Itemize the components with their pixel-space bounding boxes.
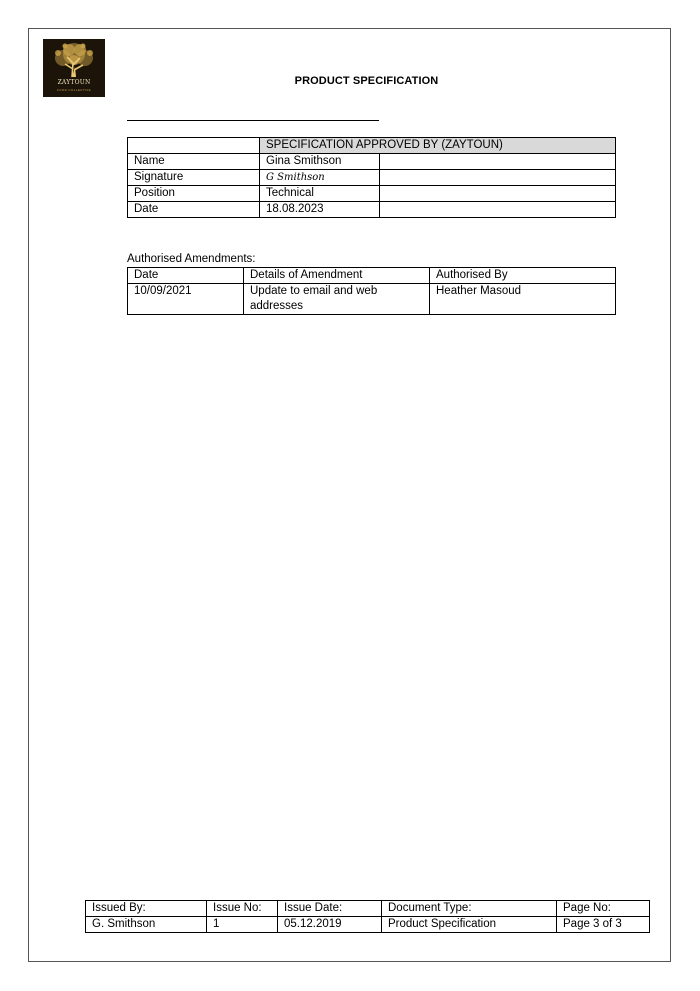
approver-signature: G Smithson [260,170,380,186]
row-label: Signature [128,170,260,186]
empty-cell [380,186,616,202]
approval-date: 18.08.2023 [260,202,380,218]
empty-cell [380,154,616,170]
table-row [128,154,616,170]
document-footer-table [85,900,650,933]
footer-header-page-no: Page No: [557,901,650,917]
approval-header-blank [128,138,260,154]
footer-issue-date: 05.12.2019 [278,917,382,933]
amendments-label: Authorised Amendments: [127,253,256,265]
amendment-date: 10/09/2021 [128,284,244,315]
logo-wordmark: ZAYTOUN [57,79,91,86]
table-row [128,186,616,202]
row-label: Name [128,154,260,170]
footer-header-document-type: Document Type: [382,901,557,917]
logo-tagline: FOOD COLLECTIVE [56,88,92,92]
footer-header-issued-by: Issued By: [86,901,207,917]
page-title: PRODUCT SPECIFICATION [294,75,439,87]
approver-name: Gina Smithson [260,154,380,170]
table-row [128,202,616,218]
footer-header-row [86,901,650,917]
amendment-details: Update to email and web addresses [244,284,430,315]
approver-position: Technical [260,186,380,202]
footer-issue-no: 1 [207,917,278,933]
empty-cell [380,202,616,218]
column-header-date: Date [128,268,244,284]
footer-header-issue-date: Issue Date: [278,901,382,917]
amendments-table [127,267,616,315]
footer-document-type: Product Specification [382,917,557,933]
amendments-header-row [128,268,616,284]
approval-table [127,137,616,218]
approval-header: SPECIFICATION APPROVED BY (ZAYTOUN) [260,138,616,154]
approval-header-row [128,138,616,154]
table-row [128,170,616,186]
column-header-details: Details of Amendment [244,268,430,284]
row-label: Date [128,202,260,218]
company-logo [43,39,105,97]
amendment-authorised-by: Heather Masoud [430,284,616,315]
table-row [128,284,616,315]
footer-page-no: Page 3 of 3 [557,917,650,933]
row-label: Position [128,186,260,202]
footer-header-issue-no: Issue No: [207,901,278,917]
footer-value-row [86,917,650,933]
empty-cell [380,170,616,186]
column-header-authorised-by: Authorised By [430,268,616,284]
signature-line [127,120,379,121]
footer-issued-by: G. Smithson [86,917,207,933]
